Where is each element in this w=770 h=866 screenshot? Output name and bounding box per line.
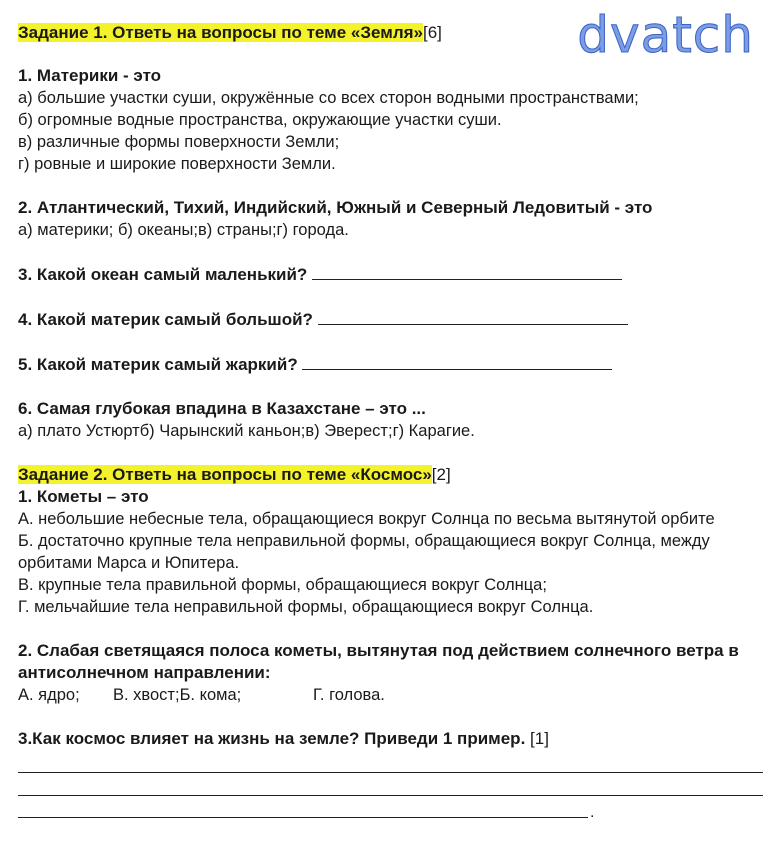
task1-q1-option-d: г) ровные и широкие поверхности Земли. — [18, 155, 336, 173]
answer-line-1[interactable] — [18, 750, 763, 773]
task2-q3-points: [1] — [530, 729, 549, 748]
task2-q1: 1. Кометы – это — [18, 487, 149, 506]
task2-q3 — [18, 728, 763, 750]
answer-end-mark: . — [590, 804, 595, 821]
task2-q2: 2. Слабая светящаяся полоса кометы, вытянутая под действием солнечного ветра в антисолнечном направлении: — [18, 641, 739, 682]
task1-q5-text: 5. Какой материк самый жаркий? — [18, 355, 298, 374]
task2-q2-option-1: А. ядро; — [18, 686, 80, 704]
task2-title — [18, 464, 763, 486]
worksheet — [18, 0, 763, 821]
task2-q3-text: 3.Как космос влияет на жизнь на земле? Приведи 1 пример. — [18, 729, 526, 748]
task2-points: [2] — [431, 465, 451, 484]
task2-title-text: Задание 2. Ответь на вопросы по теме «Космос» — [18, 465, 432, 484]
task1-title — [18, 22, 763, 44]
task1-title-text: Задание 1. Ответь на вопросы по теме «Земля» — [18, 23, 423, 42]
answer-line-3[interactable] — [18, 817, 588, 818]
task1-q1: 1. Материки - это — [18, 66, 162, 85]
task1-q2: 2. Атлантический, Тихий, Индийский, Южный и Северный Ледовитый - это — [18, 198, 653, 217]
task1-q5 — [18, 353, 763, 376]
answer-line-2[interactable] — [18, 773, 763, 796]
task1-q4 — [18, 308, 763, 331]
task1-q6-options: а) плато Устюртб) Чарынский каньон;в) Эверест;г) Карагие. — [18, 422, 475, 440]
task1-q3-text: 3. Какой океан самый маленький? — [18, 265, 308, 284]
task1-points: [6] — [423, 23, 442, 42]
task2-q1-option-b: Б. достаточно крупные тела неправильной формы, обращающиеся вокруг Солнца, между орбитами Марса и Юпитера. — [18, 532, 710, 572]
watermark-logo: dvatch — [577, 6, 754, 64]
task1-q2-options: а) материки; б) океаны;в) страны;г) города. — [18, 221, 349, 239]
task1-q1-option-a: а) большие участки суши, окружённые со всех сторон водными пространствами; — [18, 89, 639, 107]
task1-q1-option-b: б) огромные водные пространства, окружающие участки суши. — [18, 111, 502, 129]
task1-q4-answer-line[interactable] — [318, 308, 628, 325]
task2-q2-option-3: Г. голова. — [313, 686, 385, 704]
task2-q2-options — [18, 684, 763, 706]
task2-q1-option-a: А. небольшие небесные тела, обращающиеся вокруг Солнца по весьма вытянутой орбите — [18, 510, 715, 528]
task2-q1-option-c: В. крупные тела правильной формы, обращающиеся вокруг Солнца; — [18, 576, 547, 594]
task1-q4-text: 4. Какой материк самый большой? — [18, 310, 313, 329]
task1-q1-option-c: в) различные формы поверхности Земли; — [18, 133, 340, 151]
task2-q2-option-2: В. хвост;Б. кома; — [113, 686, 242, 704]
task1-q5-answer-line[interactable] — [302, 353, 612, 370]
task2-q1-option-d: Г. мельчайшие тела неправильной формы, обращающиеся вокруг Солнца. — [18, 598, 594, 616]
answer-line-3-row — [18, 796, 763, 821]
task1-q3-answer-line[interactable] — [312, 263, 622, 280]
task1-q6: 6. Самая глубокая впадина в Казахстане – это ... — [18, 399, 426, 418]
task1-q3 — [18, 263, 763, 286]
